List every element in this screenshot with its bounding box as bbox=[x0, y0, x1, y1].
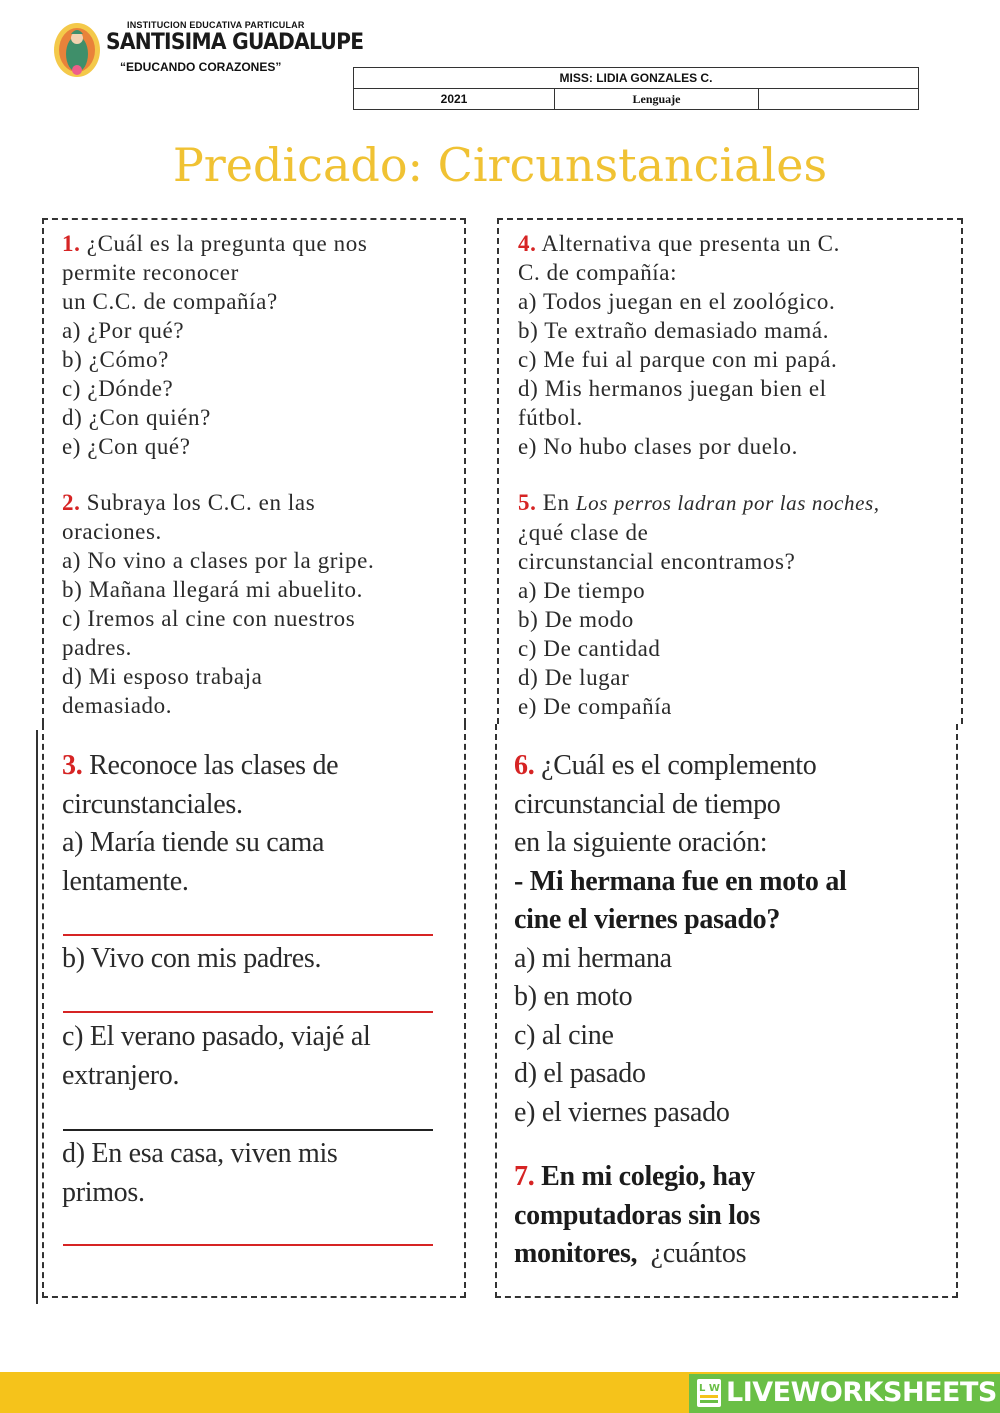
option-e[interactable]: e) De compañía bbox=[518, 694, 672, 719]
question-5 bbox=[518, 488, 880, 721]
item-a: a) María tiende su cama bbox=[62, 827, 325, 858]
question-text: ¿qué clase de bbox=[518, 520, 649, 545]
item-d-cont: primos. bbox=[62, 1176, 145, 1208]
option-a[interactable]: a) Todos juegan en el zoológico. bbox=[518, 289, 836, 314]
item-b: b) Vivo con mis padres. bbox=[62, 943, 322, 974]
school-line1: INSTITUCION EDUCATIVA PARTICULAR bbox=[127, 20, 305, 30]
option-b[interactable]: b) De modo bbox=[518, 607, 634, 632]
question-text: En mi colegio, hay bbox=[534, 1161, 756, 1192]
question-text: En bbox=[536, 490, 576, 515]
option-b[interactable]: b) Te extraño demasiado mamá. bbox=[518, 318, 830, 343]
option-c[interactable]: c) al cine bbox=[514, 1019, 614, 1051]
question-3 bbox=[62, 747, 338, 901]
option-a[interactable]: a) De tiempo bbox=[518, 578, 646, 603]
quoted-sentence: Los perros ladran por las noches, bbox=[575, 491, 880, 515]
option-d[interactable]: d) Mis hermanos juegan bien el bbox=[518, 376, 827, 401]
blank-cell bbox=[759, 89, 919, 110]
info-table bbox=[353, 67, 919, 110]
question-text: Alternativa que presenta un C. bbox=[536, 231, 840, 256]
option-e[interactable]: e) No hubo clases por duelo. bbox=[518, 434, 798, 459]
sentence-c[interactable]: c) Iremos al cine con nuestros bbox=[62, 606, 356, 631]
option-d-cont[interactable]: fútbol. bbox=[518, 405, 583, 430]
question-text: ¿cuántos bbox=[637, 1238, 747, 1269]
sentence-d-cont[interactable]: demasiado. bbox=[62, 693, 173, 718]
sentence-a[interactable]: a) No vino a clases por la gripe. bbox=[62, 548, 375, 573]
liveworksheets-brand: LIVEWORKSHEETS bbox=[726, 1377, 997, 1408]
question-text: ¿Cuál es el complemento bbox=[534, 750, 817, 781]
question-1 bbox=[62, 229, 367, 461]
item-d: d) En esa casa, viven mis bbox=[62, 1138, 338, 1169]
school-motto: “EDUCANDO CORAZONES” bbox=[120, 60, 282, 74]
question-text: circunstancial de tiempo bbox=[514, 788, 781, 820]
question-number: 6. bbox=[514, 750, 535, 781]
teacher-cell: MISS: LIDIA GONZALES C. bbox=[354, 68, 919, 89]
example-sentence-cont: cine el viernes pasado? bbox=[514, 904, 781, 935]
sentence-d[interactable]: d) Mi esposo trabaja bbox=[62, 664, 263, 689]
option-a[interactable]: a) mi hermana bbox=[514, 942, 672, 974]
option-e[interactable]: e) el viernes pasado bbox=[514, 1096, 730, 1128]
question-number: 2. bbox=[62, 490, 81, 515]
option-c[interactable]: c) Me fui al parque con mi papá. bbox=[518, 347, 838, 372]
question-4 bbox=[518, 229, 840, 461]
logo-letters: L W bbox=[699, 1383, 720, 1394]
answer-line-c[interactable] bbox=[63, 1129, 433, 1131]
question-text: Subraya los C.C. en las bbox=[80, 490, 316, 515]
answer-line-a[interactable] bbox=[63, 934, 433, 936]
margin-rule bbox=[36, 730, 38, 1304]
question-text: Reconoce las clases de bbox=[82, 750, 339, 781]
option-c[interactable]: c) ¿Dónde? bbox=[62, 376, 174, 401]
item-c-block bbox=[62, 1018, 371, 1095]
item-b-block bbox=[62, 940, 321, 979]
year-cell: 2021 bbox=[354, 89, 555, 110]
question-number: 1. bbox=[62, 231, 81, 256]
sentence-b[interactable]: b) Mañana llegará mi abuelito. bbox=[62, 577, 363, 602]
question-text: oraciones. bbox=[62, 519, 162, 544]
question-7 bbox=[514, 1158, 760, 1274]
question-2 bbox=[62, 488, 374, 720]
option-d[interactable]: d) De lugar bbox=[518, 665, 630, 690]
virgin-seal-icon bbox=[52, 20, 102, 78]
item-d-block bbox=[62, 1135, 338, 1212]
question-text: en la siguiente oración: bbox=[514, 827, 768, 858]
question-text: monitores, bbox=[514, 1238, 638, 1269]
example-sentence: - Mi hermana fue en moto al bbox=[514, 865, 847, 897]
answer-line-b[interactable] bbox=[63, 1011, 433, 1013]
question-number: 7. bbox=[514, 1161, 535, 1192]
option-d[interactable]: d) el pasado bbox=[514, 1058, 646, 1089]
question-text: C. de compañía: bbox=[518, 260, 678, 285]
item-c: c) El verano pasado, viajé al bbox=[62, 1021, 371, 1052]
question-text: circunstanciales. bbox=[62, 788, 243, 820]
sentence-c-cont[interactable]: padres. bbox=[62, 635, 132, 660]
subject-cell: Lenguaje bbox=[555, 89, 759, 110]
item-c-cont: extranjero. bbox=[62, 1059, 180, 1091]
question-number: 4. bbox=[518, 231, 537, 256]
question-text: un C.C. de compañía? bbox=[62, 289, 278, 314]
liveworksheets-logo-icon bbox=[697, 1379, 721, 1407]
school-name: SANTISIMA GUADALUPE bbox=[106, 30, 364, 55]
option-b[interactable]: b) en moto bbox=[514, 981, 633, 1012]
school-logo bbox=[52, 18, 364, 82]
question-text: permite reconocer bbox=[62, 260, 239, 285]
item-a-cont: lentamente. bbox=[62, 865, 189, 897]
option-b[interactable]: b) ¿Cómo? bbox=[62, 347, 169, 372]
page-title: Predicado: Circunstanciales bbox=[172, 138, 828, 192]
question-text: ¿Cuál es la pregunta que nos bbox=[80, 231, 368, 256]
question-number: 3. bbox=[62, 750, 83, 781]
option-e[interactable]: e) ¿Con qué? bbox=[62, 434, 191, 459]
question-text: circunstancial encontramos? bbox=[518, 549, 796, 574]
option-c[interactable]: c) De cantidad bbox=[518, 636, 661, 661]
question-text: computadoras sin los bbox=[514, 1199, 761, 1231]
question-number: 5. bbox=[518, 490, 537, 515]
answer-line-d[interactable] bbox=[63, 1244, 433, 1246]
question-6 bbox=[514, 747, 847, 1132]
option-d[interactable]: d) ¿Con quién? bbox=[62, 405, 211, 430]
option-a[interactable]: a) ¿Por qué? bbox=[62, 318, 185, 343]
